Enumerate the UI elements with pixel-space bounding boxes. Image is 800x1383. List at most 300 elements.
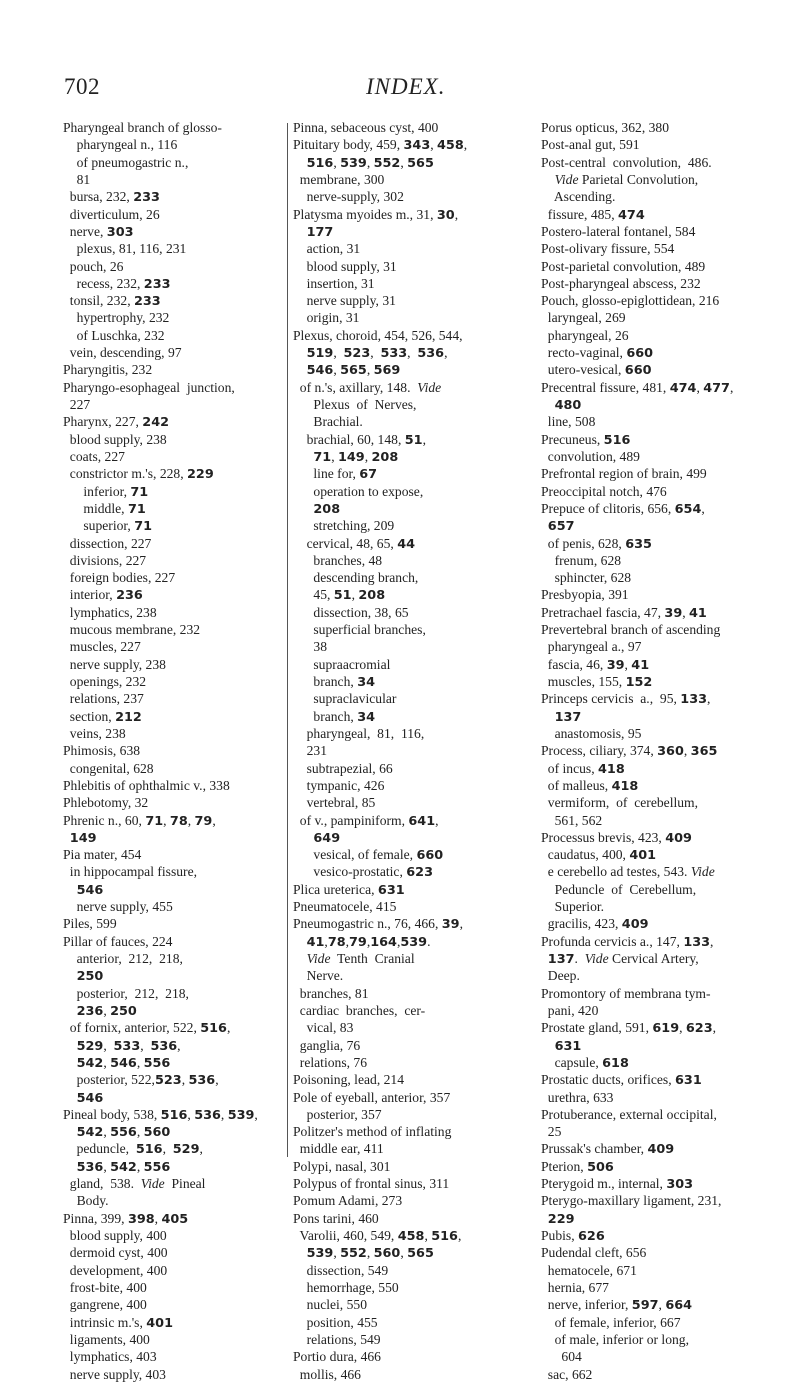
index-entry-line: Pineal body, 538, 516, 536, 539,	[63, 1106, 258, 1123]
bold-page-ref: 39	[664, 605, 683, 621]
index-entry-line: Pillar of fauces, 224	[63, 933, 173, 949]
bold-page-ref: 44	[397, 536, 415, 552]
index-entry-line: Plica ureterica, 631	[293, 881, 405, 898]
index-entry-line: Phlebotomy, 32	[63, 795, 149, 811]
page-title: INDEX.	[366, 74, 446, 99]
bold-page-ref: 516	[306, 155, 334, 171]
index-entry-line: stretching, 209	[293, 518, 395, 534]
bold-page-ref: 41	[689, 605, 707, 621]
bold-page-ref: 516	[603, 432, 631, 448]
index-entry-line: cervical, 48, 65, 44	[293, 535, 415, 552]
index-entry-line: interior, 236	[63, 587, 143, 604]
index-entry-line: 529, 533, 536,	[76, 1037, 181, 1054]
bold-page-ref: 39	[441, 917, 460, 933]
index-entry-line: of penis, 628, 635	[541, 535, 652, 552]
bold-page-ref: 618	[602, 1055, 629, 1071]
bold-page-ref: 79	[194, 813, 213, 829]
index-entry-line: Body.	[63, 1193, 109, 1209]
bold-page-ref: 233	[143, 276, 171, 292]
index-entry-line: 546, 565, 569	[306, 362, 401, 379]
index-entry-line: Pia mater, 454	[63, 847, 142, 863]
bold-page-ref: 533	[113, 1038, 141, 1054]
index-entry-line: nerve supply, 403	[63, 1366, 166, 1382]
index-entry-line: dissection, 227	[63, 535, 152, 551]
index-entry-line: hematocele, 671	[541, 1262, 637, 1278]
index-entry-line: Deep.	[541, 968, 580, 984]
bold-page-ref: 236	[76, 1003, 104, 1019]
index-entry-line: Phrenic n., 60, 71, 78, 79,	[63, 812, 216, 829]
index-entry-line: Pole of eyeball, anterior, 357	[293, 1089, 451, 1105]
index-entry-line: Precuneus, 516	[541, 431, 631, 448]
index-entry-line: gland, 538. Vide Pineal	[63, 1176, 206, 1192]
index-entry-line: frenum, 628	[541, 552, 622, 568]
index-entry-line: 542, 556, 560	[76, 1124, 171, 1141]
index-column-2	[293, 119, 543, 1383]
index-entry-line: Promontory of membrana tym-	[541, 985, 711, 1001]
index-entry-line: Post-central convolution, 486.	[541, 154, 712, 170]
index-entry-line: of n.'s, axillary, 148. Vide	[293, 379, 442, 395]
bold-page-ref: 149	[338, 449, 365, 465]
index-entry-line: Plexus of Nerves,	[293, 397, 417, 412]
bold-page-ref: 641	[408, 813, 436, 829]
index-entry-line: Process, ciliary, 374, 360, 365	[541, 743, 718, 760]
index-entry-line: pani, 420	[541, 1002, 599, 1018]
index-entry-line: insertion, 31	[293, 275, 375, 291]
index-entry-line: openings, 232	[63, 674, 147, 689]
index-entry-line: posterior, 357	[293, 1106, 382, 1122]
bold-page-ref: 409	[665, 830, 692, 846]
bold-page-ref: 250	[110, 1003, 137, 1019]
bold-page-ref: 529	[172, 1142, 200, 1158]
index-entry-line: Porus opticus, 362, 380	[541, 120, 670, 135]
index-entry-line: 227	[63, 397, 91, 412]
bold-page-ref: 133	[680, 692, 708, 708]
bold-page-ref: 229	[187, 467, 214, 483]
index-entry-line: branch, 34	[293, 708, 375, 725]
bold-page-ref: 546	[76, 1090, 104, 1106]
index-entry-line: nuclei, 550	[293, 1297, 367, 1313]
index-entry-line: Pinna, sebaceous cyst, 400	[293, 120, 439, 135]
bold-page-ref: 242	[142, 415, 170, 431]
bold-page-ref: 533	[380, 346, 408, 362]
bold-page-ref: 597	[631, 1298, 659, 1314]
bold-page-ref: 343	[403, 138, 431, 154]
index-entry-line: Precentral fissure, 481, 474, 477,	[541, 379, 734, 396]
index-entry-line: gracilis, 423, 409	[541, 916, 649, 933]
index-entry-line: sphincter, 628	[541, 570, 632, 586]
index-entry-line: Platysma myoides m., 31, 30,	[293, 206, 459, 223]
index-entry-line: Superior.	[541, 899, 605, 915]
index-entry-line: of malleus, 418	[541, 777, 639, 794]
index-entry-line: constrictor m.'s, 228, 229	[63, 466, 214, 483]
bold-page-ref: 67	[359, 467, 378, 483]
bold-page-ref: 233	[134, 294, 161, 310]
index-entry-line: recto-vaginal, 660	[541, 345, 654, 362]
index-entry-line: Phimosis, 638	[63, 743, 141, 759]
italic-term: Vide	[306, 951, 331, 966]
bold-page-ref: 519	[306, 346, 334, 362]
index-entry-line: Pneumogastric n., 76, 466, 39,	[293, 916, 463, 933]
bold-page-ref: 516	[200, 1021, 227, 1037]
index-entry-line: section, 212	[63, 708, 142, 725]
bold-page-ref: 409	[647, 1142, 675, 1158]
bold-page-ref: 539	[227, 1107, 255, 1123]
bold-page-ref: 619	[652, 1021, 680, 1037]
index-entry-line: foreign bodies, 227	[63, 570, 176, 586]
index-entry-line: Pharynx, 227, 242	[63, 414, 170, 431]
bold-page-ref: 536	[76, 1159, 104, 1175]
index-entry-line: nerve supply, 31	[293, 293, 396, 309]
index-entry-line: of female, inferior, 667	[541, 1314, 681, 1330]
index-entry-line: Vide Parietal Convolution,	[554, 171, 699, 187]
index-entry-line	[293, 223, 543, 240]
index-entry-line: Pinna, 399, 398, 405	[63, 1210, 189, 1227]
index-entry-line: Protuberance, external occipital,	[541, 1106, 717, 1122]
index-entry-line: 81	[63, 171, 91, 187]
index-entry-line: vesical, of female, 660	[293, 847, 444, 864]
index-entry-line: posterior, 212, 218,	[63, 985, 189, 1001]
index-entry-line	[293, 500, 543, 517]
index-entry-line: Prostatic ducts, orifices, 631	[541, 1072, 702, 1089]
index-entry-line: of fornix, anterior, 522, 516,	[63, 1020, 231, 1037]
index-entry-line: fascia, 46, 39, 41	[541, 656, 650, 673]
index-entry-line: inferior, 71	[63, 483, 149, 500]
bold-page-ref: 477	[703, 380, 730, 396]
bold-page-ref: 654	[674, 501, 702, 517]
bold-page-ref: 516	[135, 1142, 163, 1158]
bold-page-ref: 250	[76, 969, 104, 985]
index-entry-line: Prepuce of clitoris, 656, 654,	[541, 500, 705, 517]
page-number: 702	[64, 74, 100, 99]
index-entry-line: veins, 238	[63, 725, 126, 741]
index-entry-line: hemorrhage, 550	[293, 1279, 399, 1295]
index-entry-line: 604	[541, 1349, 582, 1365]
index-entry-line: Post-parietal convolution, 489	[541, 258, 706, 274]
bold-page-ref: 556	[110, 1125, 137, 1141]
bold-page-ref: 474	[618, 207, 645, 223]
index-entry-line: Polypus of frontal sinus, 311	[293, 1176, 450, 1192]
bold-page-ref: 177	[306, 224, 334, 240]
bold-page-ref: 480	[554, 398, 582, 413]
index-entry-line: divisions, 227	[63, 552, 147, 568]
index-entry-line: pouch, 26	[63, 258, 124, 274]
bold-page-ref: 79	[349, 934, 367, 950]
bold-page-ref: 71	[130, 484, 149, 500]
index-entry-line: fissure, 485, 474	[541, 206, 645, 223]
bold-page-ref: 398	[127, 1211, 155, 1227]
bold-page-ref: 660	[624, 363, 652, 379]
index-entry-line: of v., pampiniform, 641,	[293, 812, 439, 829]
index-entry-line: development, 400	[63, 1262, 168, 1278]
index-entry-line: nerve supply, 455	[63, 899, 173, 915]
bold-page-ref: 556	[143, 1159, 171, 1175]
bold-page-ref: 30	[436, 207, 455, 223]
index-entry-line: 536, 542, 556	[76, 1158, 171, 1175]
index-entry-line: cardiac branches, cer-	[293, 1002, 426, 1018]
index-entry-line: Pudendal cleft, 656	[541, 1245, 647, 1261]
bold-page-ref: 565	[407, 155, 434, 171]
index-entry-line: sac, 662	[541, 1366, 593, 1382]
index-entry-line: Pharyngitis, 232	[63, 362, 153, 378]
index-entry-line: Nerve.	[293, 968, 344, 984]
index-entry-line: Post-olivary fissure, 554	[541, 241, 675, 257]
index-entry-line: brachial, 60, 148, 51,	[293, 431, 426, 448]
index-entry-line: Vide Tenth Cranial	[306, 951, 415, 966]
index-entry-line: Varolii, 460, 549, 458, 516,	[293, 1228, 462, 1244]
index-entry-line: laryngeal, 269	[541, 310, 626, 326]
index-entry-line	[63, 1089, 293, 1106]
index-entry-line: 516, 539, 552, 565	[306, 154, 434, 171]
index-entry-line: relations, 549	[293, 1331, 381, 1347]
index-entry-line: Pituitary body, 459, 343, 458,	[293, 137, 468, 154]
index-entry-line: pharyngeal a., 97	[541, 639, 642, 655]
index-entry-line: intrinsic m.'s, 401	[63, 1314, 173, 1331]
index-entry-line: Polypi, nasal, 301	[293, 1158, 391, 1174]
bold-page-ref: 164	[370, 934, 397, 950]
bold-page-ref: 542	[76, 1055, 104, 1071]
index-entry-line: 71, 149, 208	[313, 448, 399, 465]
index-entry-line: convolution, 489	[541, 448, 640, 464]
index-entry-line: branches, 81	[293, 985, 369, 1001]
bold-page-ref: 529	[76, 1038, 104, 1054]
bold-page-ref: 660	[626, 346, 654, 362]
bold-page-ref: 78	[327, 934, 346, 950]
index-entry-line: Preoccipital notch, 476	[541, 483, 667, 499]
index-entry-line	[541, 708, 791, 725]
bold-page-ref: 78	[169, 813, 188, 829]
index-entry-line: Prevertebral branch of ascending	[541, 622, 721, 638]
bold-page-ref: 34	[357, 675, 375, 690]
bold-page-ref: 365	[690, 744, 718, 760]
index-column-1	[63, 119, 293, 1383]
bold-page-ref: 71	[134, 519, 153, 535]
italic-term: Vide	[140, 1176, 165, 1192]
bold-page-ref: 542	[110, 1159, 137, 1175]
italic-term: Vide	[417, 379, 442, 395]
index-entry-line: of male, inferior or long,	[541, 1331, 689, 1347]
bold-page-ref: 208	[371, 449, 399, 465]
bold-page-ref: 623	[406, 865, 433, 881]
index-entry-line	[63, 829, 293, 846]
bold-page-ref: 536	[188, 1073, 216, 1089]
bold-page-ref: 660	[416, 848, 444, 864]
bold-page-ref: 657	[547, 519, 575, 535]
index-entry-line: Politzer's method of inflating	[293, 1124, 452, 1140]
bold-page-ref: 458	[437, 138, 464, 154]
index-entry-line: Prussak's chamber, 409	[541, 1141, 675, 1158]
index-entry-line: anastomosis, 95	[541, 725, 642, 741]
bold-page-ref: 474	[669, 380, 697, 396]
index-entry-line: in hippocampal fissure,	[63, 864, 198, 880]
bold-page-ref: 542	[76, 1125, 104, 1141]
index-entry-line: pharyngeal, 26	[541, 327, 629, 343]
index-entry-line: 542, 546, 556	[76, 1054, 171, 1071]
index-entry-line: Peduncle of Cerebellum,	[541, 881, 697, 897]
index-entry-line: peduncle, 516, 529,	[63, 1141, 203, 1158]
index-entry-line: urethra, 633	[541, 1089, 614, 1105]
bold-page-ref: 208	[358, 588, 386, 604]
index-entry-line: of incus, 418	[541, 760, 625, 777]
bold-page-ref: 523	[154, 1073, 182, 1089]
bold-page-ref: 539	[306, 1246, 334, 1262]
italic-term: Vide	[690, 864, 715, 880]
bold-page-ref: 631	[377, 882, 405, 898]
index-entry-line: line, 508	[541, 414, 596, 430]
bold-page-ref: 649	[313, 830, 341, 846]
index-entry-line: 38	[293, 639, 327, 655]
bold-page-ref: 303	[666, 1177, 694, 1193]
index-entry-line: pharyngeal, 81, 116,	[293, 725, 425, 741]
index-entry-line: Pons tarini, 460	[293, 1210, 379, 1226]
index-entry-line: 45, 51, 208	[293, 587, 386, 604]
index-entry-line: relations, 237	[63, 691, 144, 707]
index-entry-line: frost-bite, 400	[63, 1279, 147, 1295]
index-entry-line: Pterygoid m., internal, 303	[541, 1176, 694, 1193]
bold-page-ref: 133	[683, 934, 711, 950]
index-entry-line: nerve supply, 238	[63, 656, 166, 672]
bold-page-ref: 405	[161, 1211, 189, 1227]
index-entry-line: dermoid cyst, 400	[63, 1245, 168, 1261]
index-entry-line: Postero-lateral fontanel, 584	[541, 223, 696, 239]
index-entry-line: hypertrophy, 232	[63, 310, 170, 326]
index-entry-line: lymphatics, 238	[63, 604, 157, 620]
index-entry-line: posterior, 522,523, 536,	[63, 1072, 219, 1089]
index-entry-line: muscles, 155, 152	[541, 674, 653, 690]
bold-page-ref: 149	[69, 830, 97, 846]
index-entry-line: vical, 83	[293, 1020, 354, 1036]
bold-page-ref: 212	[115, 709, 142, 725]
index-entry-line: plexus, 81, 116, 231	[63, 241, 187, 257]
bold-page-ref: 401	[629, 848, 657, 864]
bold-page-ref: 71	[313, 449, 332, 465]
bold-page-ref: 552	[373, 155, 401, 171]
bold-page-ref: 303	[106, 224, 134, 240]
bold-page-ref: 623	[685, 1021, 713, 1037]
bold-page-ref: 539	[400, 934, 428, 950]
bold-page-ref: 556	[143, 1055, 171, 1071]
index-entry-line: dissection, 38, 65	[293, 604, 409, 620]
bold-page-ref: 546	[110, 1055, 137, 1071]
index-entry-line: nerve-supply, 302	[293, 189, 404, 205]
index-entry-line: lymphatics, 403	[63, 1349, 157, 1365]
index-entry-line: 561, 562	[541, 812, 603, 828]
index-entry-line: Post-anal gut, 591	[541, 137, 640, 153]
index-entry-line: Pharyngeal branch of glosso-	[63, 120, 222, 135]
index-entry-line: anterior, 212, 218,	[63, 951, 183, 966]
italic-term: Vide	[554, 171, 579, 187]
index-entry-line: Prefrontal region of brain, 499	[541, 466, 707, 482]
bold-page-ref: 516	[160, 1107, 188, 1123]
bold-page-ref: 51	[404, 432, 423, 448]
index-entry-line: caudatus, 400, 401	[541, 847, 657, 864]
bold-page-ref: 418	[611, 778, 639, 794]
bold-page-ref: 523	[343, 346, 371, 362]
index-entry-line: Pterygo-maxillary ligament, 231,	[541, 1193, 722, 1209]
index-entry-line: e cerebello ad testes, 543. Vide	[541, 864, 715, 880]
bold-page-ref: 560	[143, 1125, 171, 1141]
index-entry-line: ligaments, 400	[63, 1331, 150, 1347]
index-entry-line: Pomum Adami, 273	[293, 1193, 403, 1209]
index-entry-line: Pharyngo-esophageal junction,	[63, 379, 235, 395]
index-entry-line: 137. Vide Cervical Artery,	[547, 951, 699, 967]
index-entry-line: vermiform, of cerebellum,	[541, 795, 699, 811]
index-entry-line: branches, 48	[293, 552, 383, 568]
bold-page-ref: 506	[587, 1159, 614, 1175]
index-entry-line: Brachial.	[293, 414, 363, 430]
bold-page-ref: 626	[578, 1229, 605, 1244]
index-entry-line: Pretrachael fascia, 47, 39, 41	[541, 604, 707, 621]
italic-term: Vide	[584, 951, 609, 966]
bold-page-ref: 418	[598, 761, 625, 777]
index-entry-line	[63, 881, 293, 898]
bold-page-ref: 208	[313, 501, 341, 517]
index-entry-line: coats, 227	[63, 448, 125, 464]
index-entry-line: origin, 31	[293, 310, 360, 326]
index-entry-line: vein, descending, 97	[63, 345, 182, 361]
index-entry-line: 231	[293, 743, 327, 759]
index-entry-line: subtrapezial, 66	[293, 760, 393, 776]
bold-page-ref: 360	[657, 744, 684, 760]
bold-page-ref: 39	[606, 657, 625, 673]
index-entry-line: superior, 71	[63, 518, 153, 535]
index-entry-line: supraacromial	[293, 656, 391, 672]
index-entry-line: 236, 250	[76, 1002, 137, 1019]
index-entry-line: Pneumatocele, 415	[293, 899, 397, 915]
index-entry-line: blood supply, 31	[293, 258, 397, 274]
index-entry-line: congenital, 628	[63, 760, 154, 776]
index-entry-line	[541, 1037, 791, 1054]
index-entry-line: Post-pharyngeal abscess, 232	[541, 275, 701, 291]
index-entry-line	[541, 396, 791, 413]
column-divider	[287, 123, 288, 1157]
index-entry-line: middle, 71	[63, 500, 146, 517]
bold-page-ref: 41	[306, 934, 325, 950]
bold-page-ref: 565	[340, 363, 367, 379]
index-entry-line: branch, 34	[293, 674, 375, 690]
index-entry-line: vesico-prostatic, 623	[293, 864, 433, 881]
index-entry-line: blood supply, 238	[63, 431, 167, 447]
index-entry-line: tonsil, 232, 233	[63, 293, 161, 310]
index-entry-line: position, 455	[293, 1314, 378, 1330]
index-entry-line: 41,78,79,164,539.	[306, 933, 431, 950]
bold-page-ref: 137	[547, 952, 575, 967]
index-entry-line: nerve, inferior, 597, 664	[541, 1297, 693, 1314]
index-entry-line: 25	[541, 1124, 562, 1140]
bold-page-ref: 516	[431, 1229, 458, 1244]
page-header	[0, 74, 800, 104]
bold-page-ref: 546	[306, 363, 334, 379]
index-entry-line: recess, 232, 233	[63, 275, 171, 292]
bold-page-ref: 664	[665, 1298, 693, 1314]
index-entry-line: operation to expose,	[293, 483, 424, 499]
index-entry-line: dissection, 549	[293, 1262, 389, 1278]
bold-page-ref: 34	[357, 709, 375, 725]
index-entry-line: Phlebitis of ophthalmic v., 338	[63, 777, 230, 793]
index-entry-line	[541, 1210, 791, 1227]
bold-page-ref: 152	[625, 675, 653, 690]
bold-page-ref: 565	[407, 1246, 434, 1262]
bold-page-ref: 536	[194, 1107, 221, 1123]
index-entry-line: of pneumogastric n.,	[63, 154, 189, 170]
index-entry-line: Processus brevis, 423, 409	[541, 829, 692, 846]
bold-page-ref: 401	[146, 1315, 173, 1331]
index-entry-line: diverticulum, 26	[63, 206, 160, 222]
index-entry-line: Profunda cervicis a., 147, 133,	[541, 933, 714, 950]
bold-page-ref: 560	[373, 1246, 401, 1262]
index-entry-line: membrane, 300	[293, 171, 385, 187]
index-entry-line: Prostate gland, 591, 619, 623,	[541, 1020, 717, 1037]
index-entry-line: Piles, 599	[63, 916, 117, 932]
